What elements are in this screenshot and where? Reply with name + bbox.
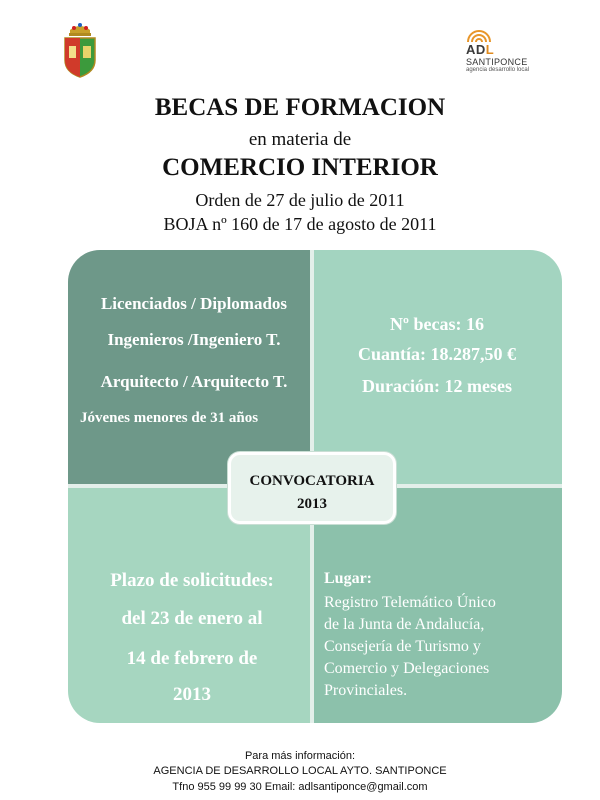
- footer-agency: AGENCIA DE DESARROLLO LOCAL AYTO. SANTIPONCE: [153, 765, 447, 777]
- requisito-line-1: Licenciados / Diplomados: [100, 294, 288, 313]
- requisitos-quadrant: [68, 250, 310, 484]
- becas-count: Nº becas: 16: [390, 314, 484, 334]
- adl-tagline: agencia desarrollo local: [466, 67, 530, 73]
- lugar-label: Lugar:: [324, 570, 372, 587]
- plazo-line-1: Plazo de solicitudes:: [110, 570, 274, 591]
- adl-name: SANTIPONCE: [466, 57, 528, 67]
- municipal-crest-logo: [60, 20, 100, 80]
- convocatoria-box: [228, 452, 396, 524]
- requisito-line-2: Ingenieros /Ingeniero T.: [107, 330, 281, 349]
- plazo-line-2: del 23 de enero al: [121, 608, 263, 629]
- adl-santiponce-logo: [462, 26, 562, 76]
- requisito-line-4: Jóvenes menores de 31 años: [80, 410, 259, 426]
- detalles-quadrant: [314, 250, 562, 484]
- footer-contact: Tfno 955 99 99 30 Email: adlsantiponce@gmail.com: [172, 781, 428, 793]
- footer-info-heading: Para más información:: [244, 750, 356, 762]
- page-subtitle: en materia de: [248, 129, 352, 150]
- orden-reference: Orden de 27 de julio de 2011: [195, 190, 405, 210]
- convocatoria-label: CONVOCATORIA: [249, 473, 375, 489]
- page-topic: COMERCIO INTERIOR: [162, 154, 438, 181]
- lugar-line-5: Provinciales.: [324, 682, 408, 699]
- lugar-line-4: Comercio y Delegaciones: [324, 660, 490, 677]
- plazo-line-3: 14 de febrero de: [126, 648, 258, 669]
- cuantia-amount: Cuantía: 18.287,50 €: [357, 344, 516, 364]
- sun-rays-icon: [464, 26, 494, 42]
- adl-wordmark: ADL: [466, 42, 495, 57]
- lugar-line-1: Registro Telemático Único: [324, 594, 496, 611]
- page-title: BECAS DE FORMACION: [154, 94, 446, 121]
- lugar-line-2: de la Junta de Andalucía,: [324, 616, 485, 633]
- duracion-value: Duración: 12 meses: [362, 376, 512, 396]
- convocatoria-year: 2013: [297, 496, 327, 512]
- lugar-line-3: Consejería de Turismo y: [324, 638, 481, 655]
- boja-reference: BOJA nº 160 de 17 de agosto de 2011: [163, 214, 437, 234]
- requisito-line-3: Arquitecto / Arquitecto T.: [100, 372, 288, 391]
- plazo-line-4: 2013: [173, 684, 211, 705]
